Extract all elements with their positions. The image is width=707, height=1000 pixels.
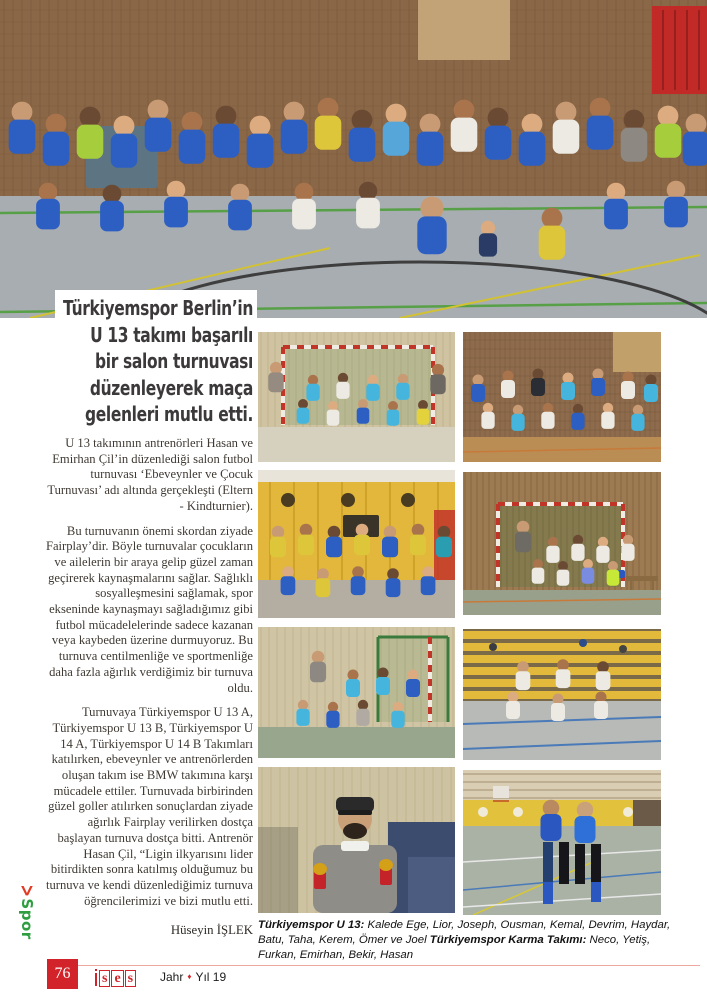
grid-photo-row4-right bbox=[463, 770, 661, 915]
article-headline bbox=[55, 290, 257, 430]
grid-photo-row2-left bbox=[258, 470, 455, 618]
article-paragraph: Bu turnuvanın önemi skordan ziyade Fairplay’dir. Böyle turnuvalar çocukların ve ailelerin bir araya gelip güzel zaman geçirerek kaynaşmalarını sağlar. Sağlıklı sosyalleşmesini sağlamak, spor ekseninde kaynaşmayı sağladığımız gibi futbol mücadelelerinde sadece kazanan veya kaybeden üzerine durmuyoruz. Bu turnuva centilmenliğe ve sportmenliğe daha fazla ağırlık verdiğimiz bir turnuva oldu. bbox=[45, 523, 253, 695]
headline-line: gelenleri mutlu etti. bbox=[84, 402, 253, 426]
magazine-logo bbox=[95, 969, 137, 989]
headline-line: bir salon turnuvası bbox=[95, 349, 253, 373]
caption-team1-label: Türkiyemspor U 13: bbox=[258, 919, 368, 931]
logo-letter: s bbox=[125, 970, 136, 987]
logo-letter: s bbox=[99, 970, 110, 987]
footer-rule bbox=[78, 965, 700, 966]
article-paragraph: Turnuvaya Türkiyemspor U 13 A, Türkiyemspor U 13 B, Türkiyemspor U 14 A, Türkiyemspor U 14 B Takımları katılırken, ebeveynler ve antrenörlerden oluşan takım ise BMW takımına karşı mücadele ettiler. Turnuvada birbirinden güzel goller atılırken sonuçlardan ziyade ağırlık Fairplay verilirken dostça başlayan turnuva dostça bitti. Antrenör Hasan Çil, “Ligin ilkyarısını lider bitirdikten sonra katılmış olduğumuz bu turnuva ve kendi düzenlediğimiz turnuva öğrencilerimizi ve bizi mutlu etti. bbox=[45, 705, 253, 908]
grid-photo-row3-right bbox=[463, 629, 661, 760]
hero-group-photo bbox=[0, 0, 707, 318]
grid-photo-row3-left bbox=[258, 627, 455, 758]
caption-team1-names: Kalede Ege, Lior, Joseph, Ousman, Kemal, Devrim, Haydar, Batu, Taha, Kerem, Ömer ve Joel bbox=[258, 919, 671, 947]
edition-right: Yıl 19 bbox=[195, 970, 227, 984]
headline-line: U 13 takımı başarılı bbox=[90, 322, 253, 347]
grid-photo-row4-left bbox=[258, 767, 455, 913]
page-number: 76 bbox=[47, 959, 78, 989]
logo-letters bbox=[99, 971, 137, 987]
headline-line: düzenleyerek maça bbox=[89, 375, 253, 400]
logo-letter: e bbox=[111, 970, 123, 987]
logo-i-mark bbox=[95, 973, 97, 986]
grid-photo-row2-right bbox=[463, 472, 661, 615]
edition-left: Jahr bbox=[160, 970, 184, 984]
headline-line: Türkiyemspor Berlin’in bbox=[63, 296, 253, 320]
article-byline: Hüseyin İŞLEK bbox=[170, 923, 253, 938]
grid-photo-row1-right bbox=[463, 332, 661, 462]
chevron-icon: > bbox=[14, 884, 40, 898]
article-body bbox=[45, 436, 253, 939]
section-marker bbox=[4, 882, 50, 942]
diamond-icon: ♦ bbox=[187, 972, 192, 981]
article-paragraph: U 13 takımının antrenörleri Hasan ve Emirhan Çil’in düzenlediği salon futbol turnuvası ‘Ebeveynler ve Çocuk Turnuvası’ adı altında gerçekleşti (Eltern - Kindturnier). bbox=[47, 436, 253, 513]
grid-photo-row1-left bbox=[258, 332, 455, 462]
section-label: Spor bbox=[18, 898, 36, 940]
edition-text bbox=[160, 970, 226, 984]
photo-caption bbox=[258, 918, 688, 964]
caption-team2-label: Türkiyemspor Karma Takımı: bbox=[429, 934, 590, 947]
caption-team2-names: Neco, Yetiş, Furkan, Emirhan, Bekir, Hasan bbox=[258, 934, 651, 962]
